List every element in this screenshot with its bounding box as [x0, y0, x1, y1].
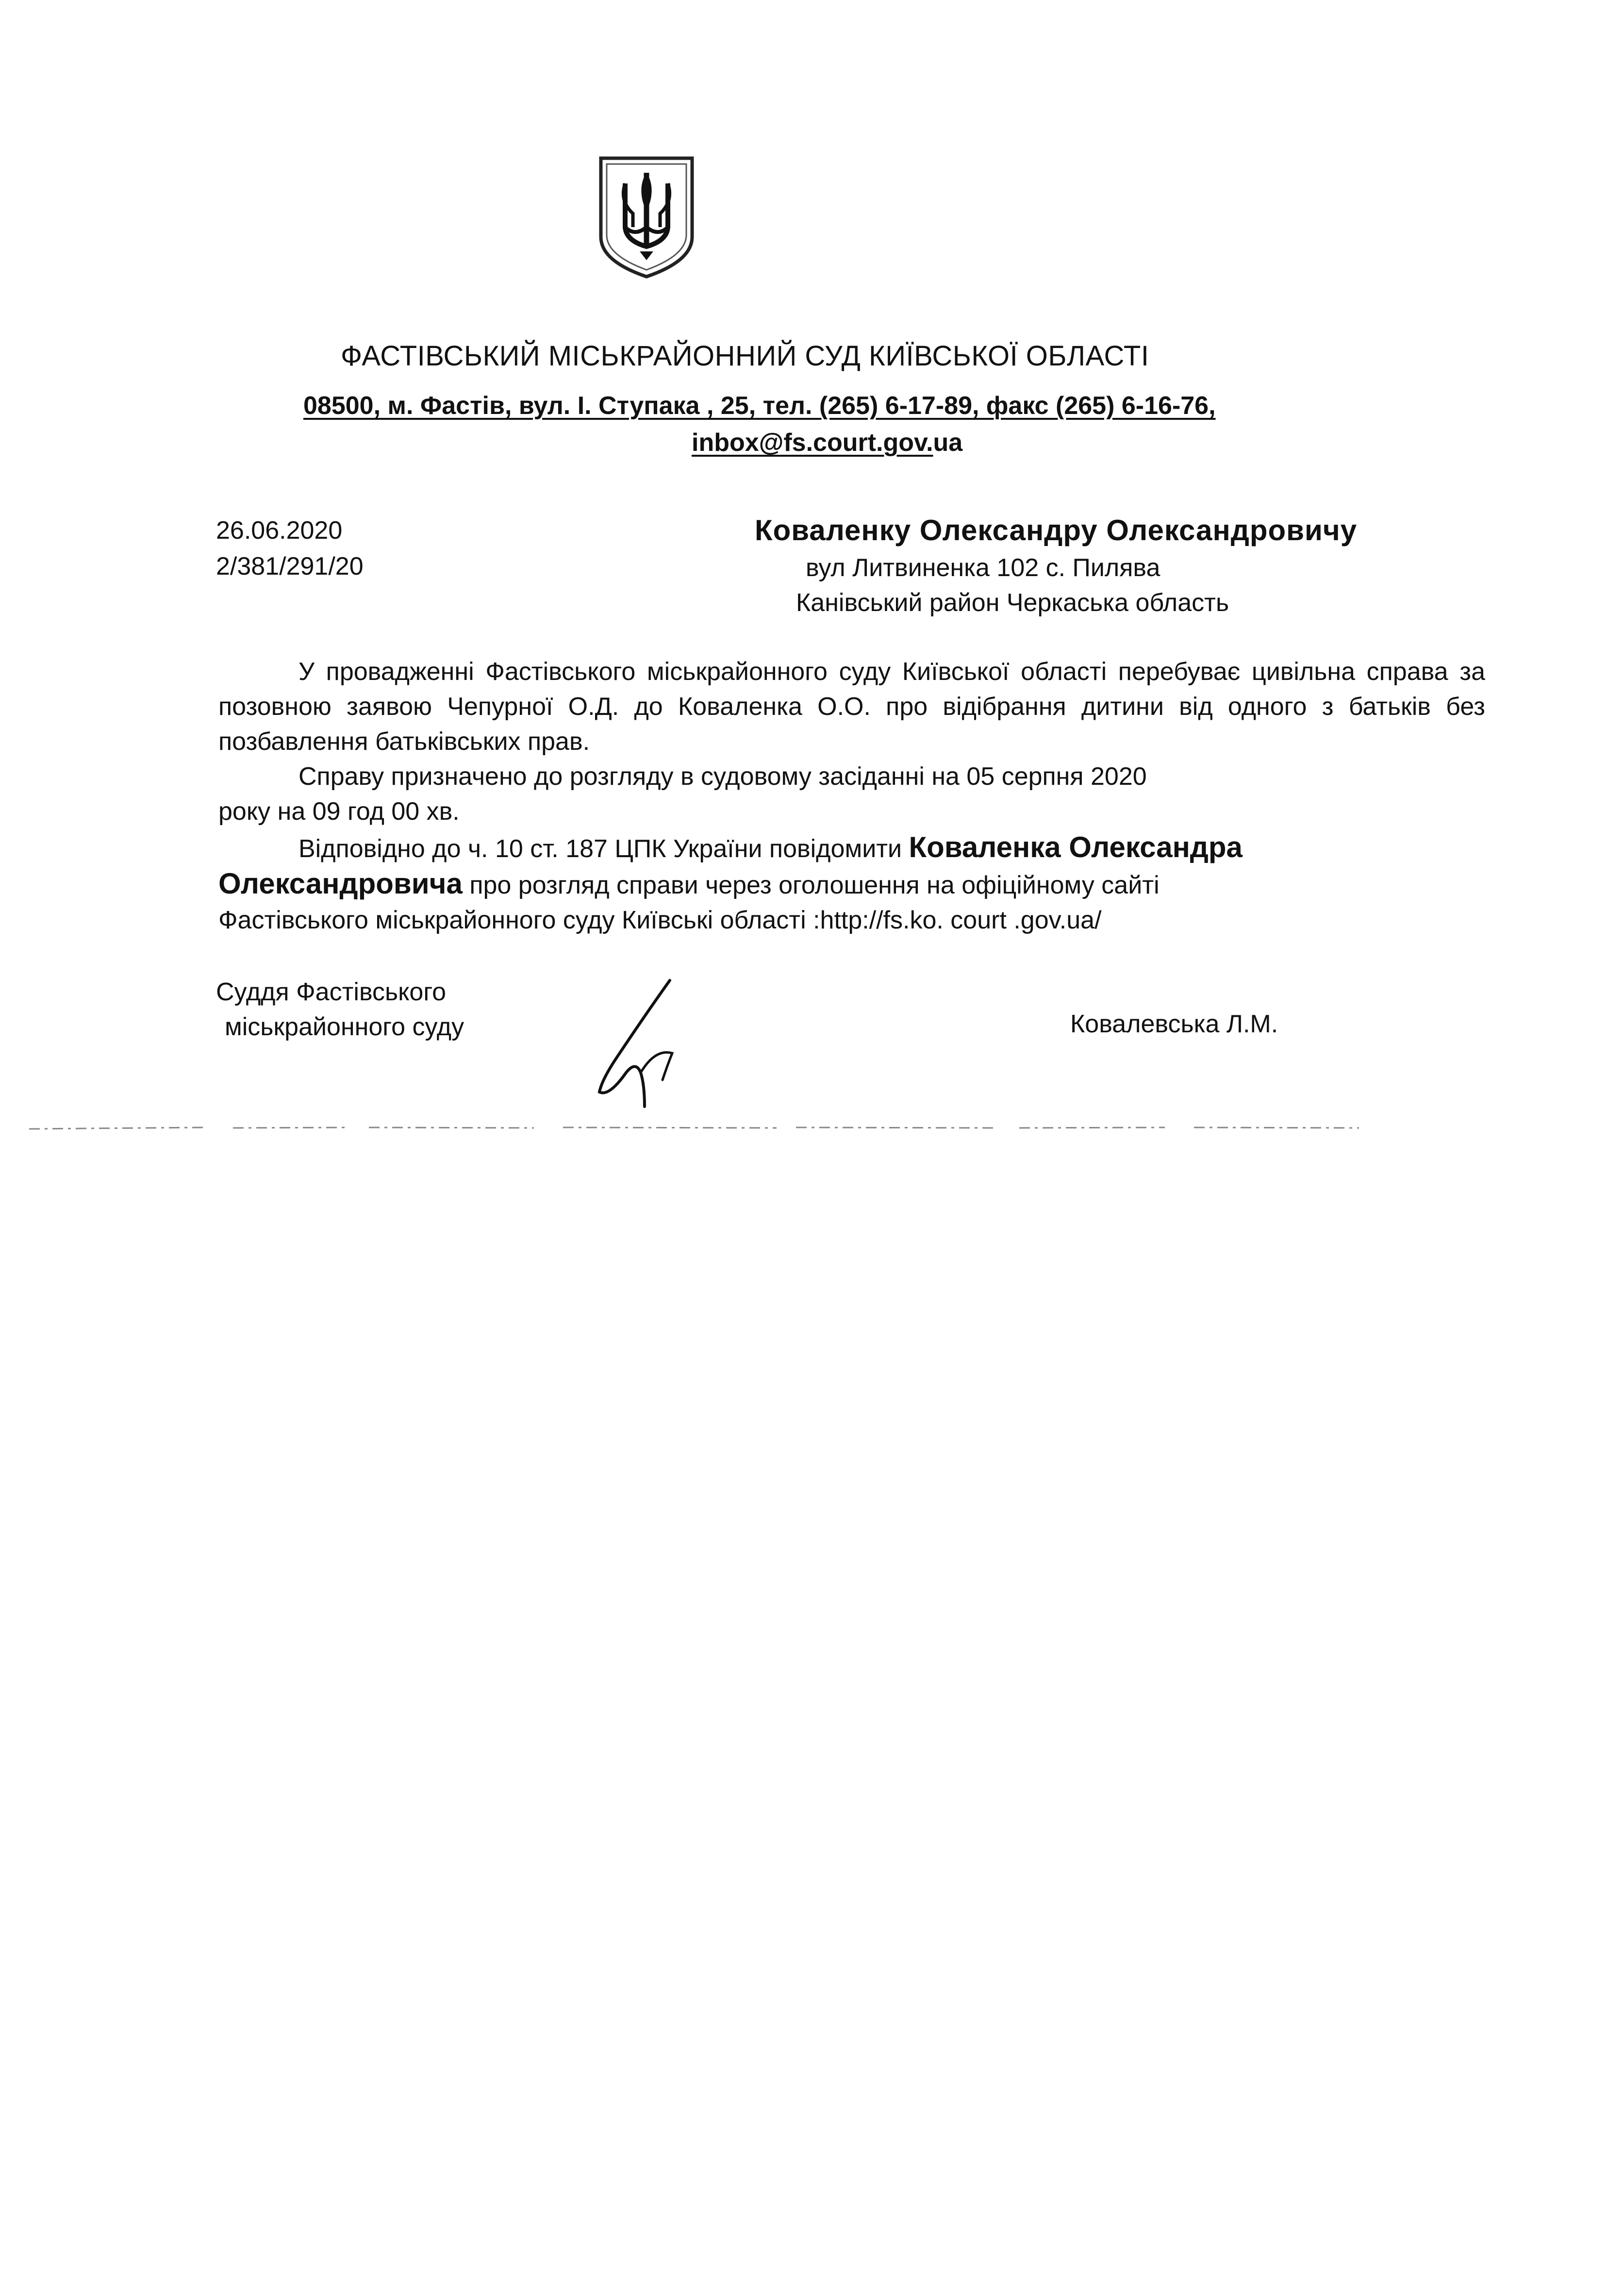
notification-text-a: Відповідно до ч. 10 ст. 187 ЦПК України повідомити	[298, 835, 909, 863]
judge-title-line2: міськрайонного суду	[225, 1013, 464, 1041]
recipient-address-line1: вул Литвиненка 102 с. Пилява	[806, 554, 1160, 582]
handwritten-signature	[587, 976, 704, 1111]
paragraph-case-info-text: У провадженні Фастівського міськрайонного суду Київської області перебуває цивільна справа за позовною заявою Чепурної О.Д. до Коваленка О.О. про відібрання дитини від одного з батьків без позбавлення батьківських прав.	[218, 658, 1485, 756]
recipient-name: Коваленку Олександру Олександровичу	[755, 514, 1358, 546]
judge-name: Ковалевська Л.М.	[1070, 1010, 1278, 1038]
notification-bold-name: Коваленка Олександра	[909, 831, 1243, 863]
case-number: 2/381/291/20	[216, 552, 364, 580]
court-email-tail: ua	[933, 429, 963, 457]
court-name: ФАСТІВСЬКИЙ МІСЬКРАЙОННИЙ СУД КИЇВСЬКОЇ ОБЛАСТІ	[341, 340, 1149, 372]
court-email: inbox@fs.court.gov.	[692, 429, 933, 457]
scan-artifact-line	[0, 1125, 1624, 1131]
recipient-address-line2: Канівський район Черкаська область	[796, 589, 1229, 617]
paragraph-notification	[218, 830, 1485, 938]
paragraph-hearing-date	[218, 759, 1485, 829]
hearing-date-line1: Справу призначено до розгляду в судовому засіданні на 05 серпня 2020	[298, 762, 1147, 791]
document-date: 26.06.2020	[216, 516, 343, 545]
notification-bold-patronymic: Олександровича	[218, 867, 463, 900]
judge-title	[216, 975, 464, 1044]
judge-title-line1: Суддя Фастівського	[216, 978, 447, 1006]
notification-text-c: Фастівського міськрайонного суду Київські області :http://fs.ko. court .gov.ua/	[218, 906, 1102, 934]
paragraph-case-info	[218, 654, 1485, 759]
court-address: 08500, м. Фастів, вул. І. Ступака , 25, тел. (265) 6-17-89, факс (265) 6-16-76,	[303, 392, 1216, 420]
court-email-line	[692, 428, 962, 457]
hearing-date-line2: року на 09 год 00 хв.	[218, 797, 460, 826]
ukraine-trident-icon	[596, 154, 697, 280]
notification-text-b: про розгляд справи через оголошення на офіційному сайті	[462, 871, 1160, 899]
